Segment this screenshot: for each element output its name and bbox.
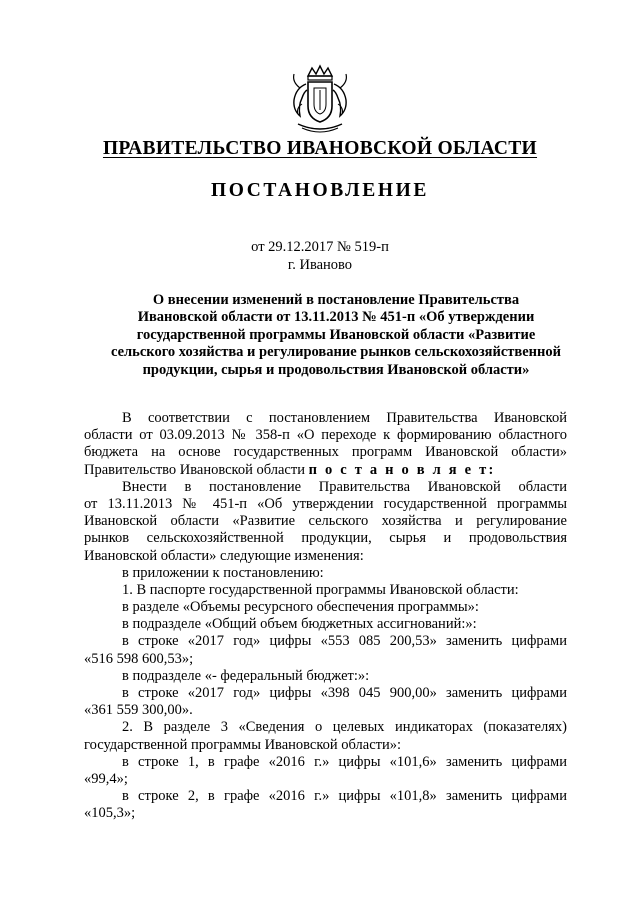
body-line: Ивановской области» следующие изменения: <box>84 547 364 564</box>
body-line: государственной программы Ивановской области»: <box>84 736 402 753</box>
body-line: бюджета на основе государственных программ Ивановской области» <box>84 444 567 461</box>
body-line: Ивановской области «Развитие сельского хозяйства и регулирование <box>84 513 567 530</box>
body-line: «361 559 300,00». <box>84 702 193 719</box>
body-line: «105,3»; <box>84 805 136 822</box>
body-line: в разделе «Объемы ресурсного обеспечения программы»: <box>122 599 479 616</box>
document-meta <box>0 238 640 274</box>
document-body <box>84 410 567 823</box>
body-line: Внести в постановление Правительства Ивановской области <box>122 478 567 495</box>
body-line: «516 598 600,53»; <box>84 650 194 667</box>
document-city: г. Иваново <box>287 257 353 273</box>
body-line: в строке «2017 год» цифры «553 085 200,53» заменить цифрами <box>122 633 567 650</box>
subject-line: продукции, сырья и продовольствия Ивановской области» <box>142 361 530 378</box>
subject-line: Ивановской области от 13.11.2013 № 451-п «Об утверждении <box>137 309 535 326</box>
body-line: от 13.11.2013 № 451-п «Об утверждении государственной программы <box>84 495 567 512</box>
body-line: в подразделе «- федеральный бюджет:»: <box>122 667 370 684</box>
body-line: в строке «2017 год» цифры «398 045 900,00» заменить цифрами <box>122 685 567 701</box>
resolves-keyword: п о с т а н о в л я е т: <box>308 461 496 478</box>
coat-of-arms-emblem <box>288 64 352 136</box>
body-line: в приложении к постановлению: <box>122 564 324 581</box>
body-line: рынков сельскохозяйственной продукции, сырья и продовольствия <box>84 530 567 547</box>
body-line <box>84 462 567 479</box>
body-line: в подразделе «Общий объем бюджетных ассигнований:»: <box>122 616 477 633</box>
body-line: 1. В паспорте государственной программы Ивановской области: <box>122 581 519 598</box>
body-line: в строке 2, в графе «2016 г.» цифры «101,8» заменить цифрами <box>122 788 567 805</box>
subject-line: О внесении изменений в постановление Правительства <box>152 292 520 308</box>
subject-line: сельского хозяйства и регулирование рынков сельскохозяйственной <box>111 344 561 361</box>
document-type-heading: ПОСТАНОВЛЕНИЕ <box>210 180 430 201</box>
subject-line: государственной программы Ивановской области «Развитие <box>136 326 536 343</box>
body-line-text: Правительство Ивановской области <box>84 461 309 478</box>
body-line: В соответствии с постановлением Правительства Ивановской <box>122 410 567 426</box>
document-subject <box>96 292 576 379</box>
body-line: в строке 1, в графе «2016 г.» цифры «101,6» заменить цифрами <box>122 753 567 770</box>
body-line: 2. В разделе 3 «Сведения о целевых индикаторах (показателях) <box>122 719 567 736</box>
body-line: «99,4»; <box>84 770 128 787</box>
body-line: области от 03.09.2013 № 358-п «О переходе к формированию областного <box>84 427 567 444</box>
document-date-number: от 29.12.2017 № 519-п <box>251 239 389 255</box>
government-title: ПРАВИТЕЛЬСТВО ИВАНОВСКОЙ ОБЛАСТИ <box>102 138 538 159</box>
